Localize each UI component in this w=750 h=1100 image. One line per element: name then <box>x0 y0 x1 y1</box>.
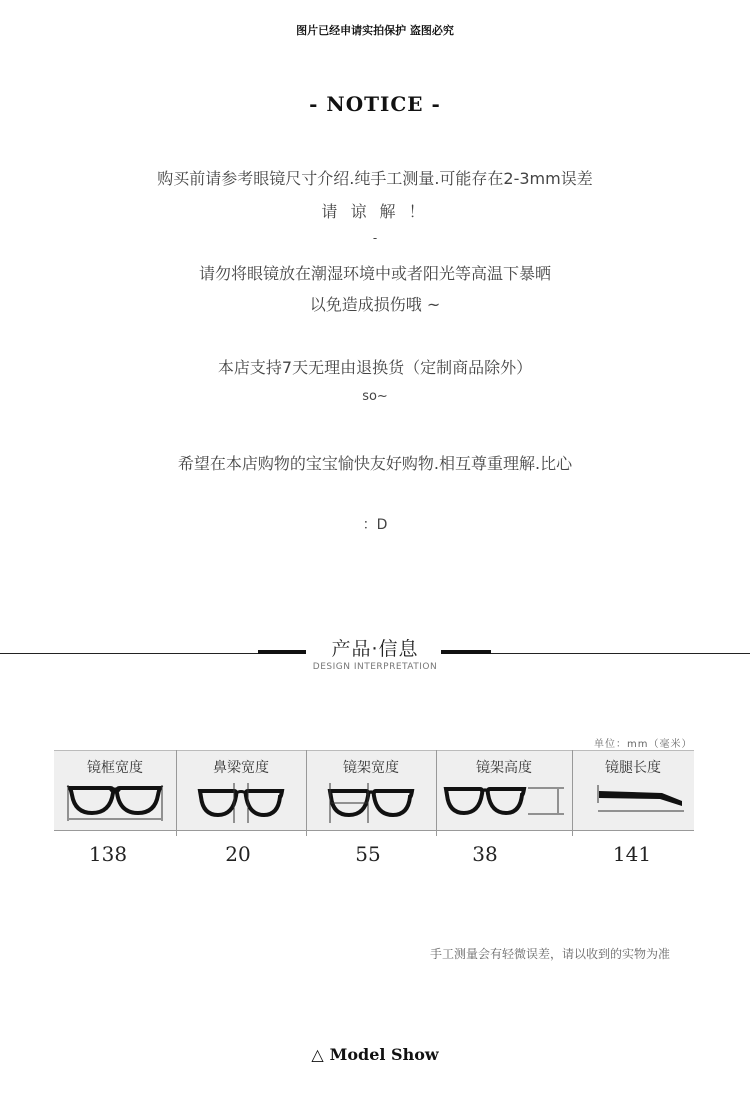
measurement-value: 138 <box>88 842 128 866</box>
measurement-label: 鼻梁宽度 <box>213 760 269 776</box>
section-subtitle: DESIGN INTERPRETATION <box>312 662 438 672</box>
measurement-cell <box>306 751 436 831</box>
notice-line: 希望在本店购物的宝宝愉快友好购物.相互尊重理解.比心 <box>177 454 573 473</box>
unit-label: 单位：mm（毫米） <box>594 739 693 750</box>
table-divider <box>572 750 573 836</box>
lens-height-icon <box>436 779 572 827</box>
measurement-table <box>54 750 694 831</box>
notice-line: 请勿将眼镜放在潮湿环境中或者阳光等高温下暴晒 <box>198 264 551 283</box>
measurement-value: 20 <box>225 842 251 866</box>
measurement-label: 镜架宽度 <box>343 760 399 776</box>
notice-line: ：D <box>362 517 388 533</box>
measurement-value: 55 <box>355 842 381 866</box>
notice-line: 本店支持7天无理由退换货（定制商品除外） <box>217 358 533 377</box>
measurement-label: 镜架高度 <box>476 760 532 776</box>
measurement-cell <box>176 751 306 831</box>
protection-notice: 图片已经申请实拍保护 盗图必究 <box>296 24 454 37</box>
measurement-cell <box>54 751 176 831</box>
measurement-value: 141 <box>612 842 652 866</box>
notice-line: - <box>372 231 378 245</box>
measurement-label: 镜腿长度 <box>605 760 661 776</box>
lens-width-icon <box>306 779 436 827</box>
model-show-heading <box>0 1045 750 1064</box>
triangle-outline-icon: △ <box>311 1045 324 1064</box>
notice-line: 请 谅 解 ！ <box>321 202 429 221</box>
notice-line: 以免造成损伤哦 ~ <box>309 295 441 314</box>
frame-width-icon <box>54 779 176 827</box>
temple-length-icon <box>572 779 694 827</box>
table-divider <box>436 750 437 836</box>
notice-line: 购买前请参考眼镜尺寸介绍.纯手工测量.可能存在2-3mm误差 <box>157 169 593 188</box>
model-show-label: Model Show <box>329 1045 439 1064</box>
measurement-footnote: 手工测量会有轻微误差，请以收到的实物为准 <box>430 947 671 961</box>
table-divider <box>306 750 307 836</box>
measurement-cell <box>572 751 694 831</box>
measurement-value: 38 <box>472 842 498 866</box>
bridge-width-icon <box>176 779 306 827</box>
table-bottom-line <box>54 830 694 831</box>
table-divider <box>176 750 177 836</box>
measurement-label: 镜框宽度 <box>87 760 143 776</box>
measurement-cell <box>436 751 572 831</box>
notice-line: so~ <box>362 389 388 404</box>
notice-title: - NOTICE - <box>309 92 441 116</box>
section-title: 产品·信息 <box>331 638 419 660</box>
